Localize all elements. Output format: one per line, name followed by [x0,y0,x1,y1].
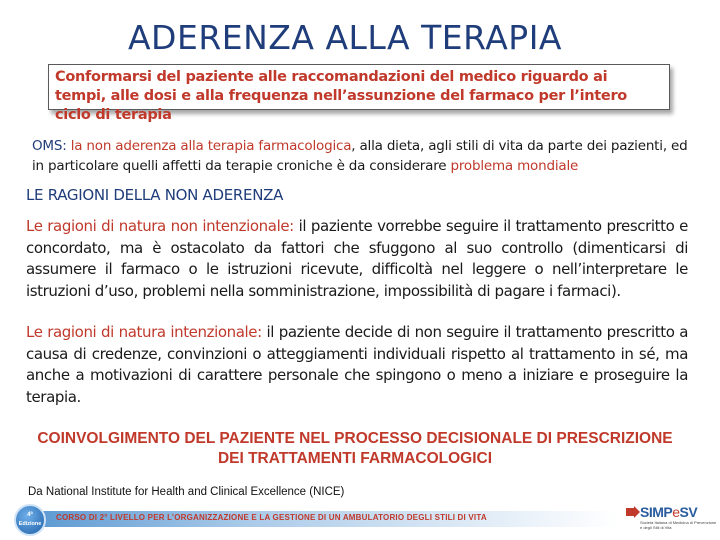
definition-text: Conformarsi del paziente alle raccomandazioni del medico riguardo ai tempi, alle dosi e alla frequenza nell’assunzione del farmaco per l’intero ciclo di terapia [55,69,627,123]
reason-unintentional-text: il paziente vorrebbe seguire il trattamento prescritto e concordato, ma è ostacolato da fattori che sfuggono al suo controllo (dimenticarsi di assumere il farmaco o le istruzioni ricevute, difficoltà nel leggere o nell’interpretare le istruzioni d’uso, problemi nella somministrazione, impossibilità di pagare i farmaci). [26,217,688,300]
edition-badge [14,504,46,536]
edition-label: Edizione [18,521,42,527]
oms-highlight-nonadherence: la non aderenza alla terapia farmacologica [70,138,352,154]
footer [0,500,720,540]
reason-intentional-label: Le ragioni di natura intenzionale: [26,323,262,341]
oms-text: , alla dieta, agli stili di vita da parte dei pazienti, ed in particolare quelli affetti da terapie croniche è da considerare [32,138,688,174]
edition-number: 4ª [27,512,33,518]
patient-involvement-callout: COINVOLGIMENTO DEL PAZIENTE NEL PROCESSO DECISIONALE DI PRESCRIZIONE DEI TRATTAMENTI FARMACOLOGICI [37,430,673,467]
logo-subtitle: Società Italiana di Medicina di Prevenzione e degli Stili di Vita [640,520,717,530]
definition-box [48,64,670,123]
reason-unintentional-paragraph [26,216,688,302]
logo-arrow-icon [626,506,640,518]
oms-statement [32,136,702,176]
source-citation: Da National Institute for Health and Clinical Excellence (NICE) [28,486,345,498]
course-title: CORSO DI 2° LIVELLO PER L’ORGANIZZAZIONE E LA GESTIONE DI UN AMBULATORIO DEGLI STILI DI VITA [56,513,487,522]
reasons-heading: LE RAGIONI DELLA NON ADERENZA [26,186,284,204]
oms-highlight-global-problem: problema mondiale [450,158,579,174]
reason-intentional-paragraph [26,322,688,408]
oms-label: OMS: [32,138,67,154]
simpesv-logo [640,504,718,538]
logo-wordmark: SIMPeSV [640,504,698,520]
reason-unintentional-label: Le ragioni di natura non intenzionale: [26,217,294,235]
reason-intentional-text: il paziente decide di non seguire il trattamento prescritto a causa di credenze, convinzioni o atteggiamenti individuali rispetto al trattamento in sé, ma anche a motivazioni di carattere personale che spingono o meno a iniziare e proseguire la terapia. [26,323,688,406]
slide-title: ADERENZA ALLA TERAPIA [127,18,563,57]
